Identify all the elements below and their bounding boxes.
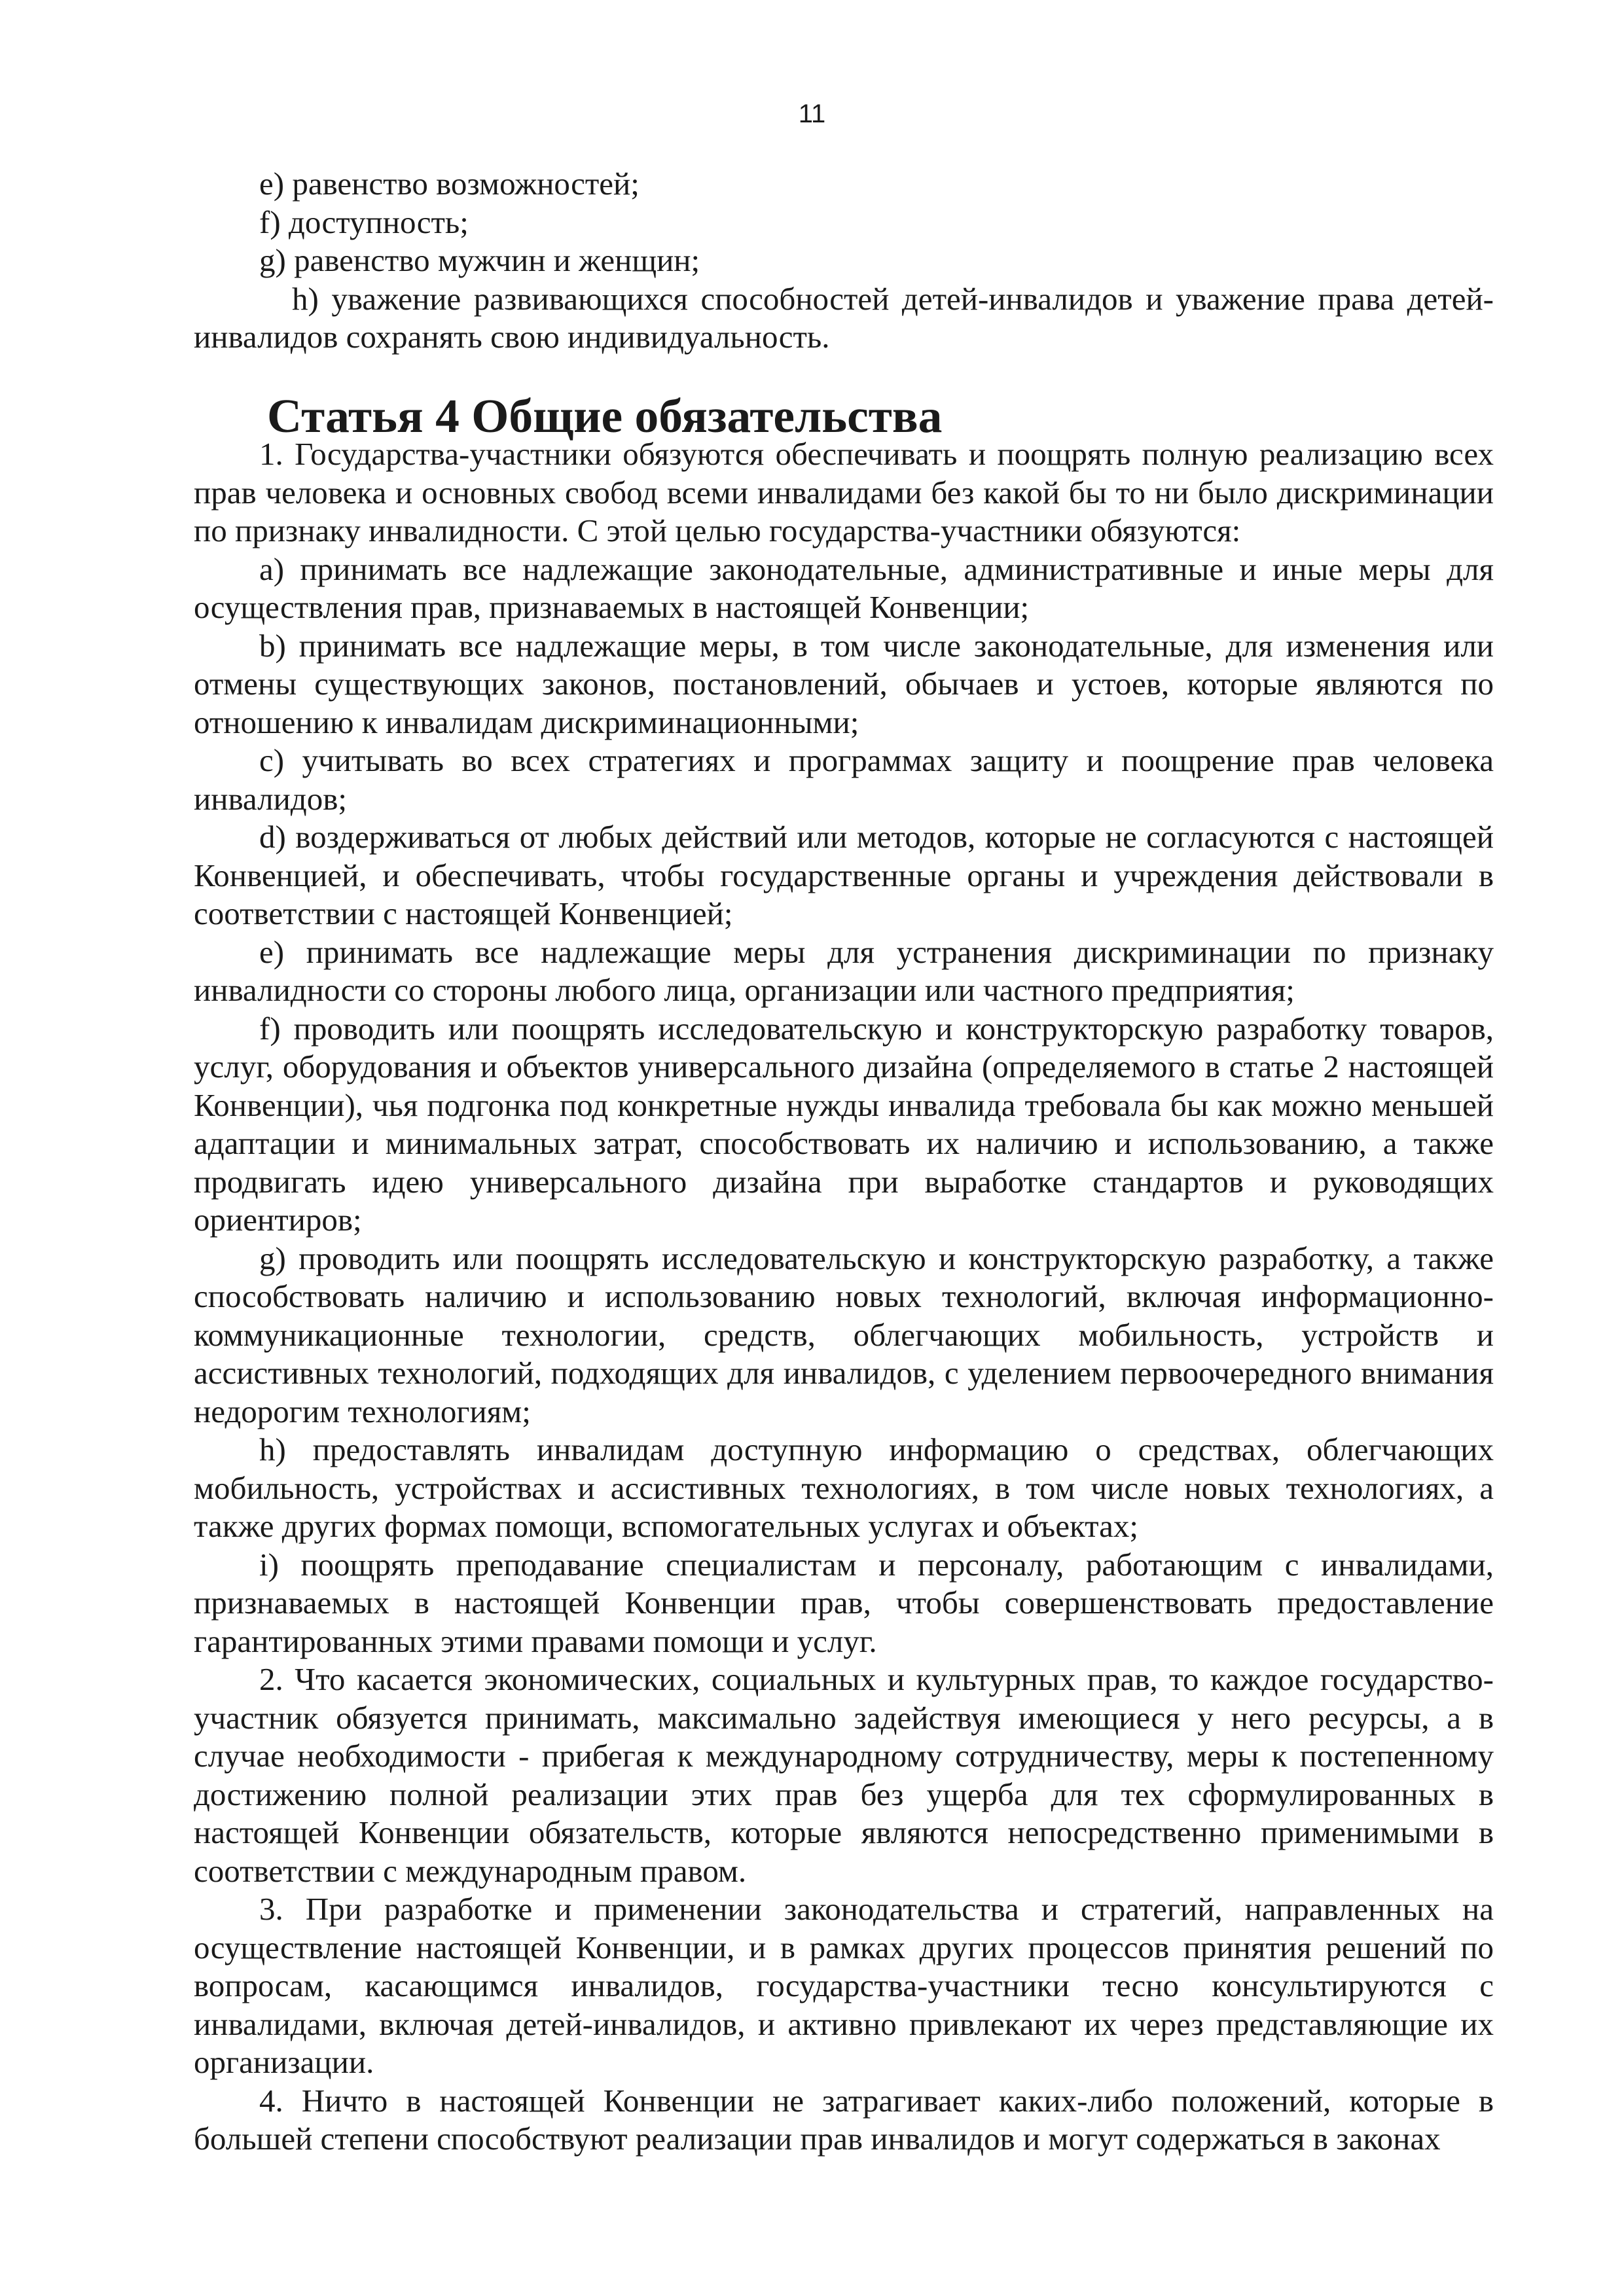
list-item-g: g) равенство мужчин и женщин; [259,242,700,278]
paragraph-4: 4. Ничто в настоящей Конвенции не затрагивает каких-либо положений, которые в большей степени способствуют реализации прав инвалидов и могут содержаться в законах [194,2082,1494,2157]
paragraph-1: 1. Государства-участники обязуются обеспечивать и поощрять полную реализацию всех прав человека и основных свобод всеми инвалидами без какой бы то ни было дискриминации по признаку инвалидности. С этой целью государства-участники обязуются: [194,436,1494,548]
list-item-f: f) доступность; [259,204,469,240]
paragraph-1c: c) учитывать во всех стратегиях и программах защиту и поощрение прав человека инвалидов; [194,742,1494,817]
list-item-h: h) уважение развивающихся способностей детей-инвалидов и уважение права детей-инвалидов сохранять свою индивидуальность. [194,280,1494,355]
paragraph-3: 3. При разработке и применении законодательства и стратегий, направленных на осуществление настоящей Конвенции, и в рамках других процессов принятия решений по вопросам, касающимся инвалидов, государства-участники тесно консультируются с инвалидами, включая детей-инвалидов, и активно привлекают их через представляющие их организации. [194,1891,1494,2080]
paragraph-1e: e) принимать все надлежащие меры для устранения дискриминации по признаку инвалидности со стороны любого лица, организации или частного предприятия; [194,933,1494,1008]
paragraph-1d: d) воздерживаться от любых действий или методов, которые не согласуются с настоящей Конвенцией, и обеспечивать, чтобы государственные органы и учреждения действовали в соответствии с настоящей Конвенцией; [194,819,1494,931]
page-number: 11 [798,99,826,128]
paragraph-1a: a) принимать все надлежащие законодательные, административные и иные меры для осуществления прав, признаваемых в настоящей Конвенции; [194,550,1494,625]
paragraph-1i: i) поощрять преподавание специалистам и персоналу, работающим с инвалидами, признаваемых в настоящей Конвенции прав, чтобы совершенствовать предоставление гарантированных этими правами помощи и услуг. [194,1546,1494,1659]
paragraph-1g: g) проводить или поощрять исследовательскую и конструкторскую разработку, а также способствовать наличию и использованию новых технологий, включая информационно-коммуникационные технологии, средств, облегчающих мобильность, устройств и ассистивных технологий, подходящих для инвалидов, с уделением первоочередного внимания недорогим технологиям; [194,1240,1494,1429]
paragraph-1b: b) принимать все надлежащие меры, в том числе законодательные, для изменения или отмены существующих законов, постановлений, обычаев и устоев, которые являются по отношению к инвалидам дискриминационными; [194,627,1494,740]
paragraph-1f: f) проводить или поощрять исследовательскую и конструкторскую разработку товаров, услуг, оборудования и объектов универсального дизайна (определяемого в статье 2 настоящей Конвенции), чья подгонка под конкретные нужды инвалида требовала бы как можно меньшей адаптации и минимальных затрат, способствовать их наличию и использованию, а также продвигать идею универсального дизайна при выработке стандартов и руководящих ориентиров; [194,1010,1494,1238]
paragraph-2: 2. Что касается экономических, социальных и культурных прав, то каждое государство-участник обязуется принимать, максимально задействуя имеющиеся у него ресурсы, а в случае необходимости - прибегая к международному сотрудничеству, меры к постепенному достижению полной реализации этих прав без ущерба для тех сформулированных в настоящей Конвенции обязательств, которые являются непосредственно применимыми в соответствии с международным правом. [194,1661,1494,1889]
document-body [194,165,1494,2159]
paragraph-1h: h) предоставлять инвалидам доступную информацию о средствах, облегчающих мобильность, устройствах и ассистивных технологиях, в том числе новых технологиях, а также других формах помощи, вспомогательных услугах и объектах; [194,1431,1494,1544]
article-heading: Статья 4 Общие обязательства [267,389,943,442]
list-item-e: e) равенство возможностей; [259,166,640,202]
